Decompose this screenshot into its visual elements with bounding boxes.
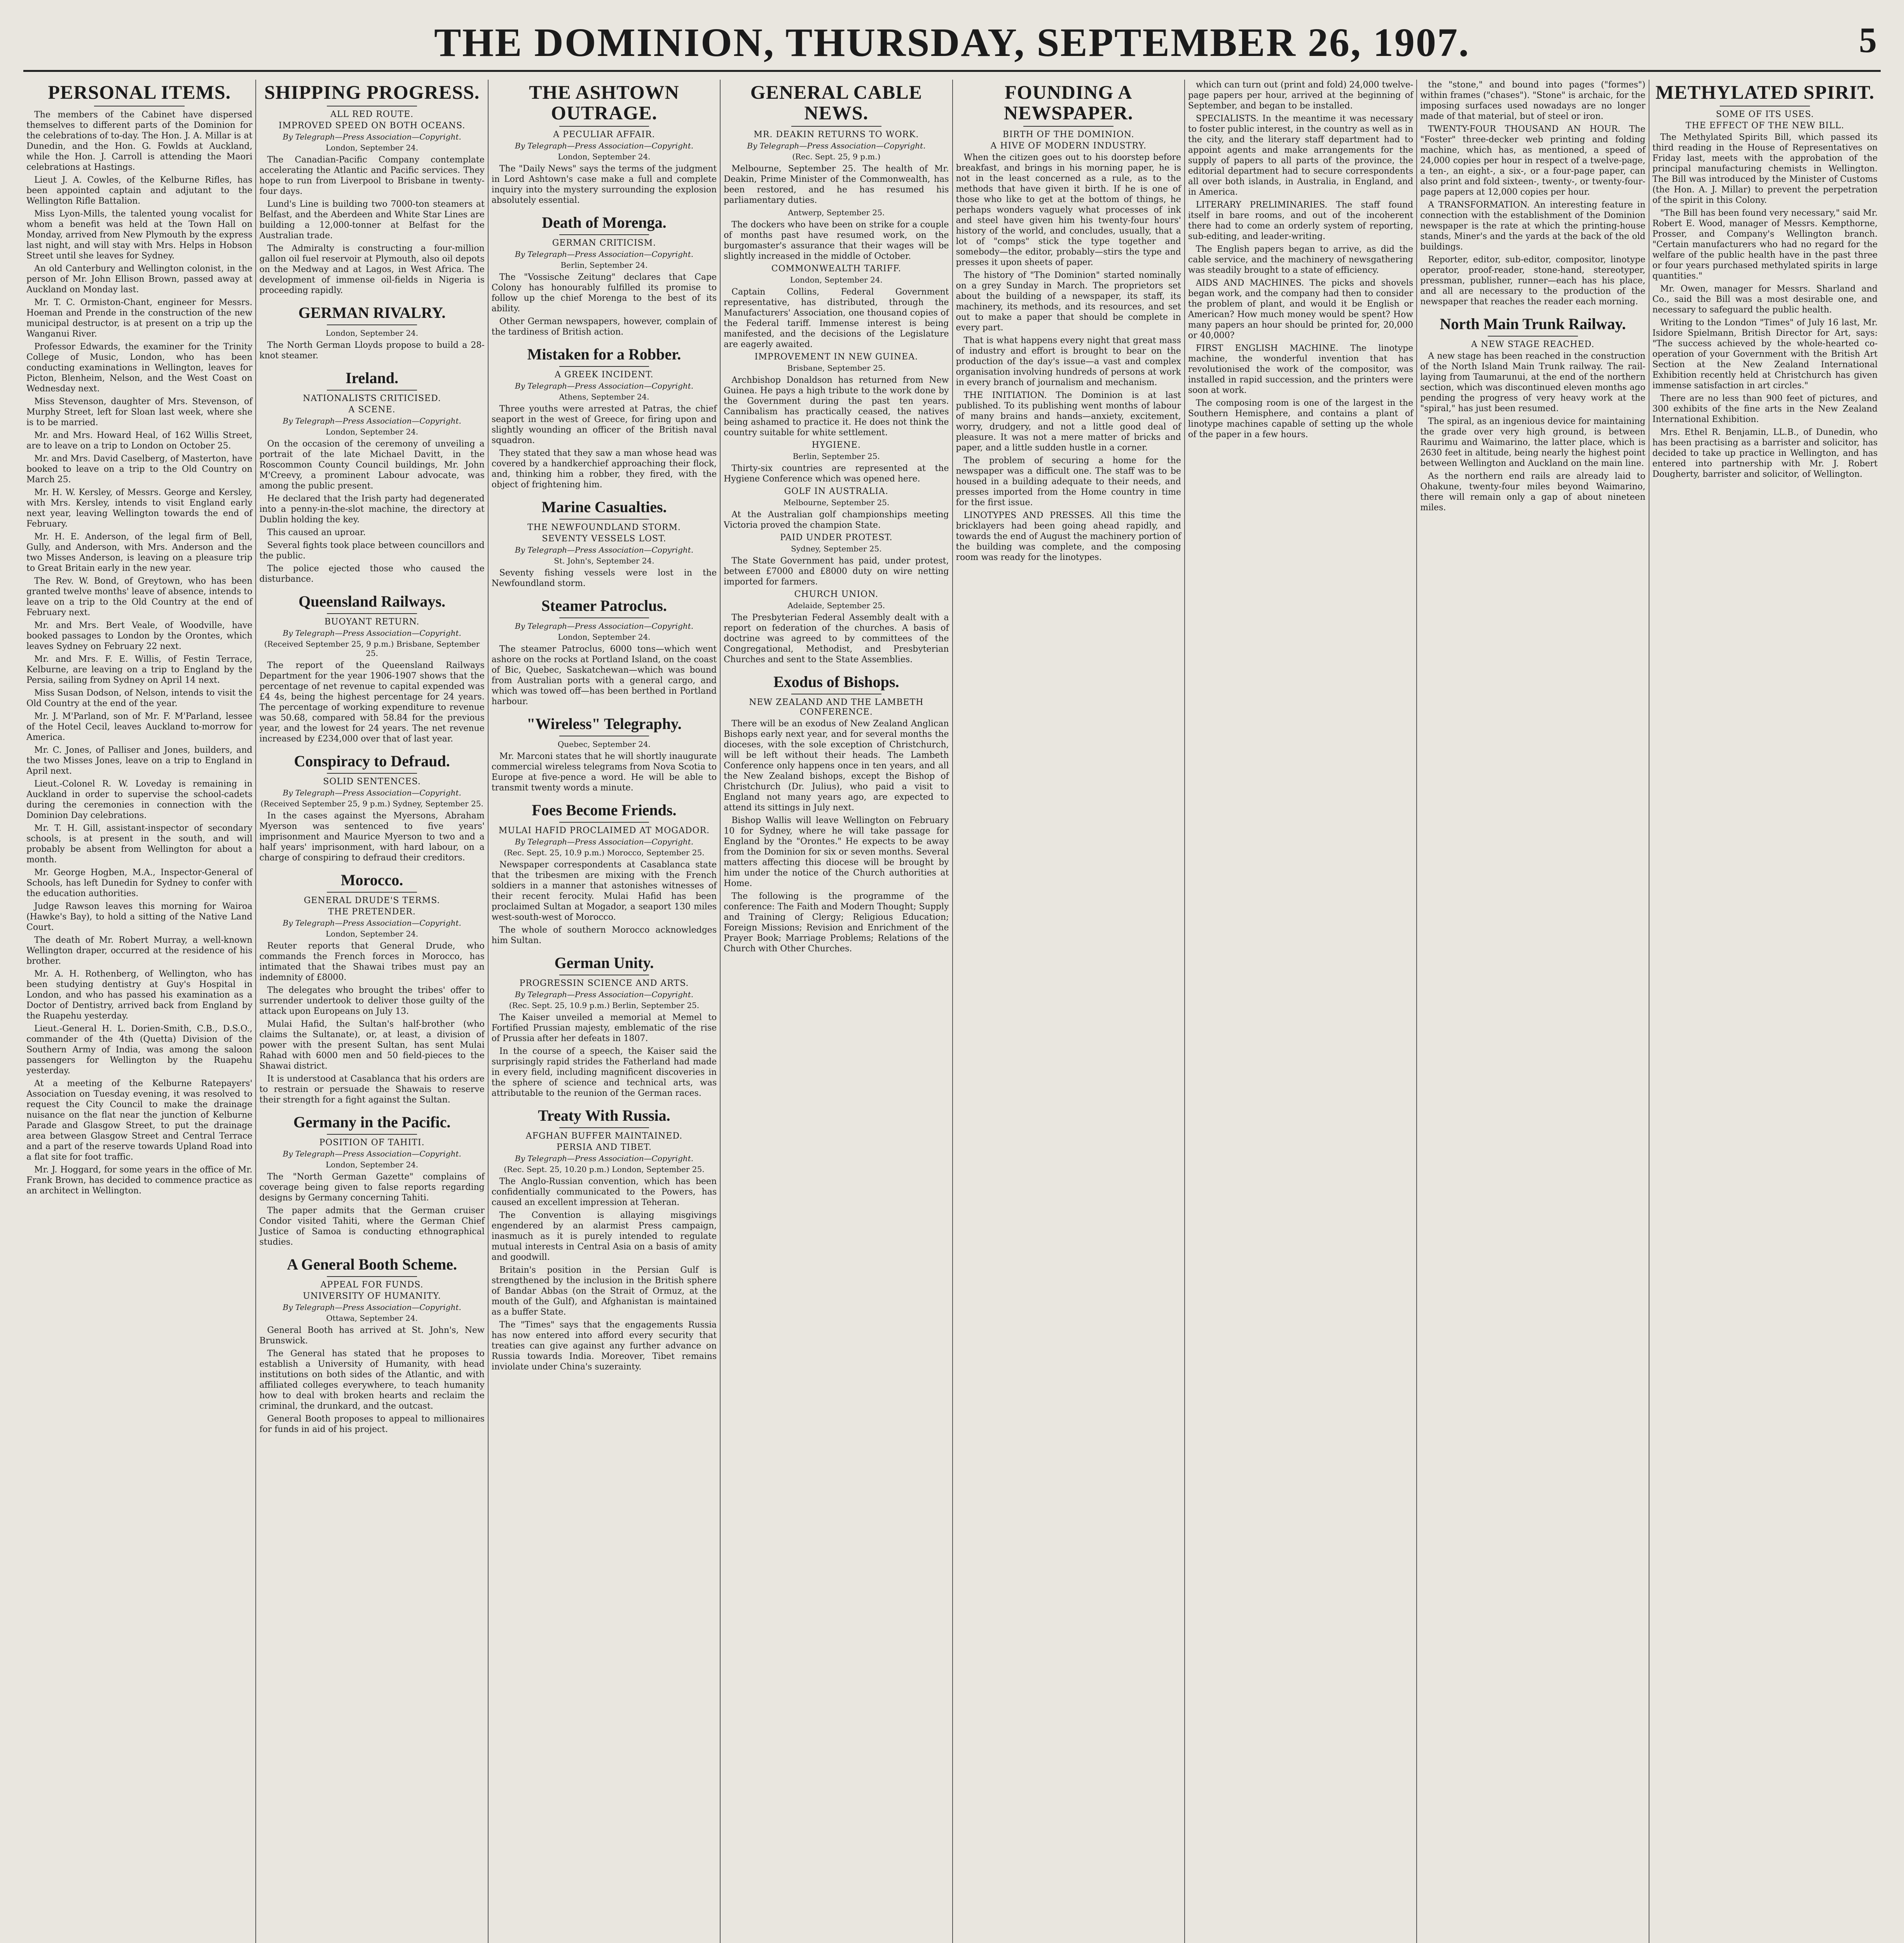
article-deck: COMMONWEALTH TARIFF. xyxy=(771,264,901,274)
column-7 xyxy=(1416,80,1648,1943)
article-headline: German Unity. xyxy=(554,954,654,972)
article-headline: Steamer Patroclus. xyxy=(541,597,667,614)
article-paragraph: The "Times" says that the engagements Russia has now entered into afford every security that treaties can give against any further advance on Russia towards India. Moreover, Tibet remains inviolate under China's suzerainty. xyxy=(491,1320,717,1372)
article-paragraph: Mr. J. M'Parland, son of Mr. F. M'Parland, lessee of the Hotel Cecil, leaves Auckland to-morrow for America. xyxy=(26,711,253,742)
article-paragraph: THE INITIATION. The Dominion is at last published. To its publishing went months of labour of many brains and hands—anxiety, excitement, worry, drudgery, and not a little good deal of pleasure. It was not a mere matter of bricks and paper, and a little sudden hustle in a corner. xyxy=(956,391,1181,453)
headline-rule xyxy=(327,390,417,391)
article-paragraph: Mr. J. Hoggard, for some years in the office of Mr. Frank Brown, has decided to commence practice as an architect in Wellington. xyxy=(26,1165,253,1196)
article-headline: GENERAL CABLE NEWS. xyxy=(750,81,922,124)
article-dateline: St. John's, September 24. xyxy=(554,556,654,565)
article-headline: SHIPPING PROGRESS. xyxy=(264,81,480,103)
article-deck: NATIONALISTS CRITICISED. xyxy=(303,393,441,403)
article-paragraph: There are no less than 900 feet of pictures, and 300 exhibits of the fine arts in the New Zealand International Exhibition. xyxy=(1652,393,1878,424)
article-deck: MR. DEAKIN RETURNS TO WORK. xyxy=(754,130,919,140)
article-paragraph: Mulai Hafid, the Sultan's half-brother (who claims the Sultanate), or, at least, a division of power with the present Sultan, has sent Mulai Rahad with 6000 men and 50 field-pieces to the Shawai district. xyxy=(259,1019,485,1071)
article-deck: IMPROVEMENT IN NEW GUINEA. xyxy=(754,352,918,362)
article-paragraph: LITERARY PRELIMINARIES. The staff found itself in bare rooms, and out of the incoherent there had to come an orderly system of reporting, sub-editing, and leader-writing. xyxy=(1188,200,1414,241)
article-paragraph: FIRST ENGLISH MACHINE. The linotype machine, the wonderful invention that has revolutionised the work of the compositor, was installed in rapid succession, and the printers were soon at work. xyxy=(1188,344,1414,395)
article-paragraph: General Booth proposes to appeal to millionaires for funds in aid of his project. xyxy=(259,1414,485,1434)
headline-rule xyxy=(327,892,417,893)
article-paragraph: TWENTY-FOUR THOUSAND AN HOUR. The "Foster" three-decker web printing and folding machine, which has, as mentioned, a speed of 24,000 copies per hour in respect of a twelve-page, a ten-, an eight-, a six-, or a four-page paper, can also print and fold sixteen-, twenty-, or twenty-four-page papers at 12,000 copies per hour. xyxy=(1420,124,1646,197)
headline-rule xyxy=(327,773,417,774)
article-paragraph: In the cases against the Myersons, Abraham Myerson was sentenced to five years' imprisonment and Maurice Myerson to two and a half years' imprisonment, with hard labour, on a charge of conspiring to defraud their creditors. xyxy=(259,811,485,863)
article-headline: Ireland. xyxy=(346,369,399,387)
article-paragraph: A TRANSFORMATION. An interesting feature in connection with the establishment of the Dominion newspaper is the rate at which the printing-house stands, Miner's and the yards at the back of the old buildings. xyxy=(1420,200,1646,252)
article-paragraph: Mr. George Hogben, M.A., Inspector-General of Schools, has left Dunedin for Sydney to confer with the education authorities. xyxy=(26,867,253,898)
article-paragraph: Lieut J. A. Cowles, of the Kelburne Rifles, has been appointed captain and adjutant to the Wellington Rifle Battalion. xyxy=(26,175,253,206)
article-paragraph: Mr. and Mrs. David Caselberg, of Masterton, have booked to leave on a trip to the Old Country on March 25. xyxy=(26,453,253,485)
article-dateline: Sydney, September 25. xyxy=(791,544,882,553)
article-paragraph: The composing room is one of the largest in the Southern Hemisphere, and contains a plant of linotype machines capable of setting up the whole of the paper in a few hours. xyxy=(1188,398,1414,440)
article-dateline: London, September 24. xyxy=(325,427,419,436)
column-4 xyxy=(720,80,952,1943)
article-deck: HYGIENE. xyxy=(812,440,861,450)
article-deck: GENERAL DRUDE'S TERMS. xyxy=(304,895,440,905)
article-headline: Germany in the Pacific. xyxy=(293,1113,451,1131)
article-dateline: London, September 24. xyxy=(558,152,651,161)
article-paragraph: Professor Edwards, the examiner for the Trinity College of Music, London, who has been conducting examinations in Wellington, leaves for Picton, Blenheim, Nelson, and the West Coast on Wednesday next. xyxy=(26,342,253,394)
article-dateline: Adelaide, September 25. xyxy=(787,601,885,610)
article-headline: Morocco. xyxy=(340,871,403,889)
article-paragraph: They stated that they saw a man whose head was covered by a handkerchief approaching their flock, and, thinking him a robber, they fired, with the object of frightening him. xyxy=(491,448,717,490)
article-byline: By Telegraph—Press Association—Copyright. xyxy=(515,381,694,391)
article-paragraph: The following is the programme of the conference: The Faith and Modern Thought; Supply and Training of Clergy; Religious Education; Foreign Missions; Revision and Enrichment of the Prayer Book; Marriage Problems; Relations of the Church with Other Churches. xyxy=(724,891,949,954)
article-paragraph: The delegates who brought the tribes' offer to surrender undertook to deliver those guilty of the attack upon Europeans on July 13. xyxy=(259,985,485,1016)
article-dateline: Quebec, September 24. xyxy=(557,740,651,749)
article-paragraph: When the citizen goes out to his doorstep before breakfast, and brings in his morning paper, he is not in the least concerned as a rule, as to the methods that have given it birth. If he is one of those who like to get at the bottom of things, he perhaps wonders vaguely what processes of ink and steel have given him his twenty-four hours' history of the world, and concludes, usually, that a lot of "comps" stick the type together and somebody—the editor, probably—stirs the type and presses it upon sheets of paper. xyxy=(956,153,1181,267)
article-paragraph: Mr. T. C. Ormiston-Chant, engineer for Messrs. Hoeman and Prende in the construction of the new municipal destructor, is at present on a trip up the Wanganui River. xyxy=(26,297,253,339)
article-paragraph: Several fights took place between councillors and the public. xyxy=(259,540,485,561)
headline-rule xyxy=(559,1127,649,1128)
article-paragraph: Bishop Wallis will leave Wellington on February 10 for Sydney, where he will take passage for England by the "Orontes." He expects to be away from the Dominion for six or seven months. Several matters affecting this diocese will be brought by him under the notice of the Church authorities at Home. xyxy=(724,816,949,888)
article-paragraph: The Presbyterian Federal Assembly dealt with a report on federation of the churches. A basis of doctrine was agreed to by committees of the Congregational, Methodist, and Presbyterian Churches and sent to the State Assemblies. xyxy=(724,613,949,665)
masthead xyxy=(23,16,1881,72)
article-deck: MULAI HAFID PROCLAIMED AT MOGADOR. xyxy=(498,826,710,835)
article-deck: THE NEWFOUNDLAND STORM. xyxy=(527,523,681,532)
article-byline: By Telegraph—Press Association—Copyright. xyxy=(515,249,694,259)
article-paragraph: The Admiralty is constructing a four-million gallon oil fuel reservoir at Plymouth, also oil depots on the Medway and at Lagos, in West Africa. The development of immense oil-fields in Nigeria is proceeding rapidly. xyxy=(259,243,485,295)
article-dateline: (Received September 25, 9 p.m.) Sydney, September 25. xyxy=(260,799,483,808)
headline-rule xyxy=(1023,126,1113,127)
article-deck: A NEW STAGE REACHED. xyxy=(1471,340,1595,349)
article-byline: By Telegraph—Press Association—Copyright. xyxy=(283,1302,461,1312)
article-paragraph: The Kaiser unveiled a memorial at Memel to Fortified Prussian majesty, emblematic of the rise of Prussia after her defeats in 1807. xyxy=(491,1013,717,1043)
headline-rule xyxy=(327,613,417,614)
article-paragraph: Other German newspapers, however, complain of the tardiness of British action. xyxy=(491,317,717,337)
article-headline: Foes Become Friends. xyxy=(532,801,677,819)
article-paragraph: Reuter reports that General Drude, who commands the French forces in Morocco, has intimated that the Shawai tribes must pay an indemnity of £8000. xyxy=(259,941,485,982)
article-headline: Exodus of Bishops. xyxy=(773,673,899,691)
article-paragraph: Archbishop Donaldson has returned from New Guinea. He pays a high tribute to the work done by the Government during the past ten years. Cannibalism has practically ceased, the natives being ashamed to practice it. He does not think the country suitable for white settlement. xyxy=(724,375,949,438)
article-paragraph: The "North German Gazette" complains of coverage being given to false reports regarding designs by Germany concerning Tahiti. xyxy=(259,1172,485,1203)
article-dateline: (Rec. Sept. 25, 10.20 p.m.) London, September 25. xyxy=(504,1165,705,1174)
article-dateline: London, September 24. xyxy=(790,275,883,284)
article-byline: By Telegraph—Press Association—Copyright. xyxy=(283,132,461,141)
article-paragraph: The North German Lloyds propose to build a 28-knot steamer. xyxy=(259,340,485,361)
article-subdeck: THE PRETENDER. xyxy=(328,907,416,917)
headline-rule xyxy=(327,324,417,325)
article-deck: GERMAN CRITICISM. xyxy=(552,238,656,248)
article-paragraph: The Rev. W. Bond, of Greytown, who has been granted twelve months' leave of absence, intends to leave on a trip to the Old Country at the end of February next. xyxy=(26,576,253,617)
article-dateline: London, September 24. xyxy=(325,328,419,338)
article-paragraph: Mrs. Ethel R. Benjamin, LL.B., of Dunedin, who has been practising as a barrister and solicitor, has decided to take up practice in Wellington, and has entered into partnership with Mr. J. Robert Dougherty, barrister and solicitor, of Wellington. xyxy=(1652,427,1878,479)
article-paragraph: It is understood at Casablanca that his orders are to restrain or persuade the Shawais to reserve their strength for a fight against the Sultan. xyxy=(259,1074,485,1105)
headline-rule xyxy=(559,822,649,823)
article-deck: BIRTH OF THE DOMINION. xyxy=(1002,130,1134,140)
article-paragraph: Thirty-six countries are represented at the Hygiene Conference which was opened here. xyxy=(724,464,949,484)
article-byline: By Telegraph—Press Association—Copyright. xyxy=(515,1154,694,1163)
article-deck: PROGRESSIN SCIENCE AND ARTS. xyxy=(519,978,689,988)
column-6 xyxy=(1184,80,1416,1943)
article-deck: SOME OF ITS USES. xyxy=(1716,109,1814,119)
article-paragraph: Captain Collins, Federal Government representative, has distributed, through the Manufacturers' Association, one thousand copies of the Federal tariff. Immense interest is being manifested, and the decisions of the Legislature are eagerly awaited. xyxy=(724,287,949,349)
article-byline: By Telegraph—Press Association—Copyright. xyxy=(515,990,694,999)
article-headline: "Wireless" Telegraphy. xyxy=(527,715,682,733)
article-paragraph: The Anglo-Russian convention, which has been confidentially communicated to the Powers, has caused an excellent impression at Teheran. xyxy=(491,1177,717,1207)
article-byline: By Telegraph—Press Association—Copyright. xyxy=(283,1149,461,1158)
article-byline: By Telegraph—Press Association—Copyright. xyxy=(283,918,461,928)
article-deck: CHURCH UNION. xyxy=(794,590,879,599)
article-paragraph: At the Australian golf championships meeting Victoria proved the champion State. xyxy=(724,510,949,530)
article-headline: Treaty With Russia. xyxy=(538,1107,670,1124)
article-paragraph: Reporter, editor, sub-editor, compositor, linotype operator, proof-reader, stone-hand, stereotyper, pressman, publisher, runner—each has his place, and all are necessary to the production of the newspaper that reaches the reader each morning. xyxy=(1420,255,1646,307)
headline-rule xyxy=(559,519,649,520)
column-3 xyxy=(488,80,720,1943)
article-dateline: Brisbane, September 25. xyxy=(787,363,886,373)
article-dateline: Ottawa, September 24. xyxy=(326,1313,418,1323)
article-headline: A General Booth Scheme. xyxy=(287,1255,457,1273)
article-dateline: Melbourne, September 25. xyxy=(783,498,890,507)
article-paragraph: Lieut.-General H. L. Dorien-Smith, C.B., D.S.O., commander of the 4th (Quetta) Division of the Southern Army of India, was among the saloon passengers for Wellington by the Ruapehu yesterday. xyxy=(26,1024,253,1076)
article-byline: By Telegraph—Press Association—Copyright. xyxy=(515,837,694,846)
article-subdeck: UNIVERSITY OF HUMANITY. xyxy=(303,1291,441,1301)
article-paragraph: The Convention is allaying misgivings engendered by an alarmist Press campaign, inasmuch as it is purely intended to regulate mutual interests in Central Asia on a basis of amity and goodwill. xyxy=(491,1210,717,1262)
article-paragraph: LINOTYPES AND PRESSES. All this time the bricklayers had been going ahead rapidly, and towards the end of August the machinery portion of the building was complete, and the composing room was ready for the linotypes. xyxy=(956,511,1181,562)
headline-rule xyxy=(327,1276,417,1277)
article-dateline: (Rec. Sept. 25, 10.9 p.m.) Morocco, September 25. xyxy=(504,848,705,857)
article-paragraph: Mr. and Mrs. F. E. Willis, of Festin Terrace, Kelburne, are leaving on a trip to England by the Persia, sailing from Sydney on April 14 next. xyxy=(26,654,253,685)
article-paragraph: Lund's Line is building two 7000-ton steamers at Belfast, and the Aberdeen and White Star Lines are building a 12,000-tonner at Belfast for the Australian trade. xyxy=(259,199,485,241)
article-subdeck: THE EFFECT OF THE NEW BILL. xyxy=(1686,120,1845,131)
article-headline: GERMAN RIVALRY. xyxy=(298,303,446,321)
column-8 xyxy=(1649,80,1881,1943)
article-byline: By Telegraph—Press Association—Copyright. xyxy=(747,141,926,150)
article-paragraph: The police ejected those who caused the disturbance. xyxy=(259,563,485,584)
article-deck: ALL RED ROUTE. xyxy=(330,109,414,119)
article-paragraph: The whole of southern Morocco acknowledges him Sultan. xyxy=(491,925,717,945)
headline-rule xyxy=(1488,336,1578,337)
page-number: 5 xyxy=(1859,20,1877,60)
article-paragraph: The Methylated Spirits Bill, which passed its third reading in the House of Representatives on Friday last, meets with the approbation of the principal manufacturing chemists in Wellington. The Bill was introduced by the Minister of Customs (the Hon. A. J. Millar) to prevent the perpetration of the spirit in this Colony. xyxy=(1652,132,1878,205)
article-deck: APPEAL FOR FUNDS. xyxy=(320,1280,424,1290)
article-paragraph: This caused an uproar. xyxy=(267,527,366,537)
article-paragraph: Mr. C. Jones, of Palliser and Jones, builders, and the two Misses Jones, leave on a trip to England in April next. xyxy=(26,745,253,776)
article-dateline: (Rec. Sept. 25, 9 p.m.) xyxy=(792,152,881,161)
article-paragraph: Mr. Marconi states that he will shortly inaugurate commercial wireless telegrams from Nova Scotia to Europe at five-pence a word. He will be able to transmit twenty words a minute. xyxy=(491,752,717,793)
article-paragraph: There will be an exodus of New Zealand Anglican Bishops early next year, and for several months the dioceses, with the sole exception of Christchurch, will be left without their heads. The Lambeth Conference only happens once in ten years, and all the New Zealand bishops, except the Bishop of Christchurch (Dr. Julius), who paid a visit to England not many years ago, are expected to attend its sittings in July next. xyxy=(724,719,949,813)
article-paragraph: Lieut.-Colonel R. W. Loveday is remaining in Auckland in order to supervise the school-cadets during the ceremonies in connection with the Dominion Day celebrations. xyxy=(26,779,253,820)
article-paragraph: Mr. A. H. Rothenberg, of Wellington, who has been studying dentistry at Guy's Hospital in London, and who has passed his examination as a Doctor of Dentistry, arrived back from England by the Ruapehu yesterday. xyxy=(26,969,253,1021)
article-paragraph: The problem of securing a home for the newspaper was a difficult one. The staff was to be housed in a building adequate to their needs, and presses imported from the Home country in time for the first issue. xyxy=(956,456,1181,508)
article-paragraph: The report of the Queensland Railways Department for the year 1906-1907 shows that the percentage of net revenue to capital expended was £4 4s, being the highest percentage for 24 years. The percentage of working expenditure to revenue was 50.68, compared with 58.84 for the previous year, and the lowest for 24 years. The net revenue increased by £234,000 over that of last year. xyxy=(259,660,485,744)
article-paragraph: the "stone," and bound into pages ("formes") within frames ("chases"). "Stone" is archaic, for the imposing surfaces used nowadays are no longer made of that material, but of steel or iron. xyxy=(1420,80,1646,121)
article-paragraph: That is what happens every night that great mass of industry and effort is brought to bear on the production of the day's issue—a vast and complex organisation involving hundreds of persons at work in every branch of journalism and mechanism. xyxy=(956,336,1181,387)
article-paragraph: The "Vossische Zeitung" declares that Cape Colony has honourably fulfilled its promise to follow up the chief Morenga to the best of its ability. xyxy=(491,272,717,314)
article-headline: Death of Morenga. xyxy=(542,214,667,231)
headline-rule xyxy=(559,126,649,127)
article-dateline: London, September 24. xyxy=(325,143,419,152)
newspaper-page xyxy=(23,16,1881,1943)
article-paragraph: Mr. and Mrs. Howard Heal, of 162 Willis Street, are to leave on a trip to London on October 25. xyxy=(26,430,253,451)
article-paragraph: The English papers began to arrive, as did the cable service, and the machinery of newsgathering was steadily brought to a state of efficiency. xyxy=(1188,244,1414,275)
article-byline: By Telegraph—Press Association—Copyright. xyxy=(283,788,461,797)
article-byline: By Telegraph—Press Association—Copyright. xyxy=(515,621,694,631)
article-paragraph: The dockers who have been on strike for a couple of months past have resumed work, on the burgomaster's assurance that their wages will be slightly increased in the middle of October. xyxy=(724,220,949,261)
column-1 xyxy=(23,80,255,1943)
article-byline: By Telegraph—Press Association—Copyright. xyxy=(283,628,461,638)
headline-rule xyxy=(559,617,649,618)
article-paragraph: The paper admits that the German cruiser Condor visited Tahiti, where the German Chief Justice of Samoa is conducting ethnographical studies. xyxy=(259,1205,485,1247)
column-2 xyxy=(255,80,487,1943)
headline-rule xyxy=(791,126,881,127)
article-paragraph: As the northern end rails are already laid to Ohakune, twenty-four miles beyond Waimarino, there will remain only a gap of about nineteen miles. xyxy=(1420,471,1646,513)
article-paragraph: An old Canterbury and Wellington colonist, in the person of Mr. John Ellison Brown, passed away at Auckland on Monday last. xyxy=(26,263,253,295)
article-paragraph: In the course of a speech, the Kaiser said the surprisingly rapid strides the Fatherland had made in every field, including magnificent discoveries in the sphere of science and technical arts, was attributable to the reunion of the German races. xyxy=(491,1046,717,1098)
article-paragraph: AIDS AND MACHINES. The picks and shovels began work, and the company had then to consider the problem of plant, and would it be English or American? How much money would be spent? How many papers an hour should be printed for, 20,000 or 40,000? xyxy=(1188,278,1414,340)
article-subdeck: A SCENE. xyxy=(348,405,396,415)
article-paragraph: The history of "The Dominion" started nominally on a grey Sunday in March. The proprietors set about the building of a newspaper, its staff, its machinery, its methods, and its resources, and set out to make a paper that should be complete in every part. xyxy=(956,270,1181,333)
article-paragraph: Mr. Owen, manager for Messrs. Sharland and Co., said the Bill was a most desirable one, and necessary to safeguard the public health. xyxy=(1652,284,1878,315)
article-byline: By Telegraph—Press Association—Copyright. xyxy=(283,416,461,426)
article-headline: FOUNDING A NEWSPAPER. xyxy=(1003,81,1133,124)
article-dateline: Berlin, September 25. xyxy=(792,452,880,461)
article-dateline: Berlin, September 24. xyxy=(560,260,648,270)
article-paragraph: The General has stated that he proposes to establish a University of Humanity, with head institutions on both sides of the Atlantic, and with affiliated colleges everywhere, to teach humanity how to deal with broken hearts and reclaim the criminal, the drunkard, and the outcast. xyxy=(259,1348,485,1411)
article-paragraph: Mr. H. E. Anderson, of the legal firm of Bell, Gully, and Anderson, with Mrs. Anderson and the two Misses Anderson, is leaving on a pleasure trip to Great Britain early in the new year. xyxy=(26,532,253,573)
article-paragraph: The death of Mr. Robert Murray, a well-known Wellington draper, occurred at the residence of his brother. xyxy=(26,935,253,966)
article-paragraph: Britain's position in the Persian Gulf is strengthened by the inclusion in the British sphere of Bandar Abbas (on the Strait of Ormuz, at the mouth of the Gulf), and Afghanistan is maintained as a buffer State. xyxy=(491,1265,717,1317)
article-dateline: Athens, September 24. xyxy=(559,392,649,401)
article-headline: THE ASHTOWN OUTRAGE. xyxy=(529,81,679,124)
article-deck: SOLID SENTENCES. xyxy=(323,776,421,787)
article-paragraph: Three youths were arrested at Patras, the chief seaport in the west of Greece, for firing upon and slightly wounding an officer of the British naval squadron. xyxy=(491,404,717,445)
article-byline: By Telegraph—Press Association—Copyright. xyxy=(515,545,694,555)
article-paragraph: The steamer Patroclus, 6000 tons—which went ashore on the rocks at Portland Island, on the coast of Bic, Quebec, Saskatchewan—which was bound from Australian ports with a general cargo, and which was towed off—has been berthed in Portland harbour. xyxy=(491,644,717,706)
article-headline: PERSONAL ITEMS. xyxy=(48,81,231,103)
article-deck: NEW ZEALAND AND THE LAMBETH CONFERENCE. xyxy=(749,698,924,717)
article-subdeck: A HIVE OF MODERN INDUSTRY. xyxy=(990,141,1147,151)
article-paragraph: which can turn out (print and fold) 24,000 twelve-page papers per hour, arrived at the beginning of September, and began to be installed. xyxy=(1188,80,1414,111)
columns-container xyxy=(23,80,1881,1943)
article-paragraph: A new stage has been reached in the construction of the North Island Main Trunk railway. The rail-laying from Taumarunui, at the end of the northern section, which was discontinued eleven months ago pending the progress of very heavy work at the "spiral," has just been resumed. xyxy=(1420,351,1646,413)
article-dateline: London, September 24. xyxy=(325,929,419,938)
article-subdeck: IMPROVED SPEED ON BOTH OCEANS. xyxy=(278,120,466,131)
article-paragraph: General Booth has arrived at St. John's, New Brunswick. xyxy=(259,1325,485,1346)
article-deck: BUOYANT RETURN. xyxy=(324,617,420,627)
headline-rule xyxy=(559,234,649,235)
article-paragraph: Seventy fishing vessels were lost in the Newfoundland storm. xyxy=(491,568,717,588)
article-subdeck: SEVENTY VESSELS LOST. xyxy=(542,534,667,544)
article-headline: Conspiracy to Defraud. xyxy=(294,752,450,770)
article-deck: AFGHAN BUFFER MAINTAINED. xyxy=(525,1131,683,1141)
article-paragraph: Miss Lyon-Mills, the talented young vocalist for whom a benefit was held at the Town Hall on Monday, arrived from New Plymouth by the express last night, and will stay with Mrs. Helps in Hobson Street until she leaves for Sydney. xyxy=(26,209,253,261)
article-dateline: Antwerp, September 25. xyxy=(788,208,885,217)
headline-rule xyxy=(327,1134,417,1135)
article-deck: A GREEK INCIDENT. xyxy=(555,370,654,380)
article-deck: POSITION OF TAHITI. xyxy=(319,1137,425,1148)
article-paragraph: "The Bill has been found very necessary," said Mr. Robert E. Wood, manager of Messrs. Kempthorne, Prosser, and Company's Wellington branch. "Certain manufacturers who had no regard for the welfare of the public health have in the past three or four years purchased methylated spirits in large quantities." xyxy=(1652,208,1878,281)
article-paragraph: Newspaper correspondents at Casablanca state that the tribesmen are mixing with the French soldiers in a manner that astonishes witnesses of their recent ferocity. Mulai Hafid has been proclaimed Sultan at Mogador, a seaport 130 miles west-south-west of Morocco. xyxy=(491,860,717,922)
article-paragraph: Miss Stevenson, daughter of Mrs. Stevenson, of Murphy Street, left for Sloan last week, where she is to be married. xyxy=(26,396,253,427)
article-byline: By Telegraph—Press Association—Copyright. xyxy=(515,141,694,150)
article-headline: Queensland Railways. xyxy=(298,592,445,610)
article-paragraph: He declared that the Irish party had degenerated into a penny-in-the-slot machine, the directory at Dublin holding the key. xyxy=(259,494,485,525)
article-dateline: London, September 24. xyxy=(558,632,651,642)
article-paragraph: SPECIALISTS. In the meantime it was necessary to foster public interest, in the country as well as in the city, and the literary staff department had to appoint agents and make arrangements for the supply of papers to all parts of the province, the editorial department had to secure correspondents all over both islands, in Australia, in England, and in America. xyxy=(1188,114,1414,197)
article-dateline: London, September 24. xyxy=(325,1160,419,1169)
article-paragraph: Judge Rawson leaves this morning for Wairoa (Hawke's Bay), to hold a sitting of the Native Land Court. xyxy=(26,901,253,932)
headline-rule xyxy=(559,366,649,367)
article-paragraph: The spiral, as an ingenious device for maintaining the grade over very high ground, is between Raurimu and Waimarino, the latter place, which is 2630 feet in altitude, being nearly the highest point between Wellington and Auckland on the main line. xyxy=(1420,417,1646,468)
article-paragraph: On the occasion of the ceremony of unveiling a portrait of the late Michael Davitt, in the Roscommon County Council buildings, Mr. John M'Creevy, a prominent Labour advocate, was among the public present. xyxy=(259,439,485,491)
article-paragraph: The State Government has paid, under protest, between £7000 and £8000 duty on wire netting imported for farmers. xyxy=(724,556,949,587)
article-headline: METHYLATED SPIRIT. xyxy=(1655,81,1875,103)
article-paragraph: Writing to the London "Times" of July 16 last, Mr. Isidore Spielmann, British Director for Art, says: "The success achieved by the whole-hearted co-operation of your Government with the British Art Section at the New Zealand International Exhibition recently held at Christchurch has given immense satisfaction in art circles." xyxy=(1652,317,1878,391)
column-5 xyxy=(952,80,1184,1943)
article-deck: A PECULIAR AFFAIR. xyxy=(553,130,655,140)
article-paragraph: The Canadian-Pacific Company contemplate accelerating the Atlantic and Pacific services. They hope to run from Liverpool to Brisbane in twenty-four days. xyxy=(259,155,485,196)
article-headline: Marine Casualties. xyxy=(541,498,667,516)
article-paragraph: Mr. H. W. Kersley, of Messrs. George and Kersley, with Mrs. Kersley, intends to visit England early next year, leaving Wellington towards the end of February. xyxy=(26,487,253,529)
article-paragraph: Mr. T. H. Gill, assistant-inspector of secondary schools, is at present in the south, and will probably be absent from Wellington for about a month. xyxy=(26,823,253,865)
article-deck: PAID UNDER PROTEST. xyxy=(780,533,893,542)
article-headline: North Main Trunk Railway. xyxy=(1440,315,1626,333)
article-deck: GOLF IN AUSTRALIA. xyxy=(784,487,888,496)
article-subdeck: PERSIA AND TIBET. xyxy=(557,1142,652,1152)
article-paragraph: The members of the Cabinet have dispersed themselves to different parts of the Dominion for the celebrations of to-day. The Hon. J. A. Millar is at Dunedin, and the Hon. G. Fowlds at Auckland, while the Hon. J. Carroll is attending the Maori celebrations at Hastings. xyxy=(26,110,253,172)
article-paragraph: At a meeting of the Kelburne Ratepayers' Association on Tuesday evening, it was resolved to request the City Council to make the drainage nuisance on the flat near the junction of Kelburne Parade and Glasgow Street, to put the drainage area between Glasgow Street and Central Terrace and a part of the reserve towards Upland Road into a flat site for foot traffic. xyxy=(26,1078,253,1162)
article-paragraph: The "Daily News" says the terms of the judgment in Lord Ashtown's case make a full and complete inquiry into the mystery surrounding the explosion absolutely essential. xyxy=(491,164,717,205)
article-paragraph: Miss Susan Dodson, of Nelson, intends to visit the Old Country at the end of the year. xyxy=(26,688,253,708)
masthead-title: THE DOMINION, THURSDAY, SEPTEMBER 26, 1907. xyxy=(434,20,1470,65)
article-paragraph: Mr. and Mrs. Bert Veale, of Woodville, have booked passages to London by the Orontes, which leaves Sydney on February 22 next. xyxy=(26,620,253,651)
article-dateline: (Received September 25, 9 p.m.) Brisbane, September 25. xyxy=(264,639,480,658)
article-headline: Mistaken for a Robber. xyxy=(527,345,681,363)
article-dateline: (Rec. Sept. 25, 10.9 p.m.) Berlin, September 25. xyxy=(509,1001,700,1010)
article-paragraph: Melbourne, September 25. The health of Mr. Deakin, Prime Minister of the Commonwealth, has been restored, and he has resumed his parliamentary duties. xyxy=(724,164,949,205)
